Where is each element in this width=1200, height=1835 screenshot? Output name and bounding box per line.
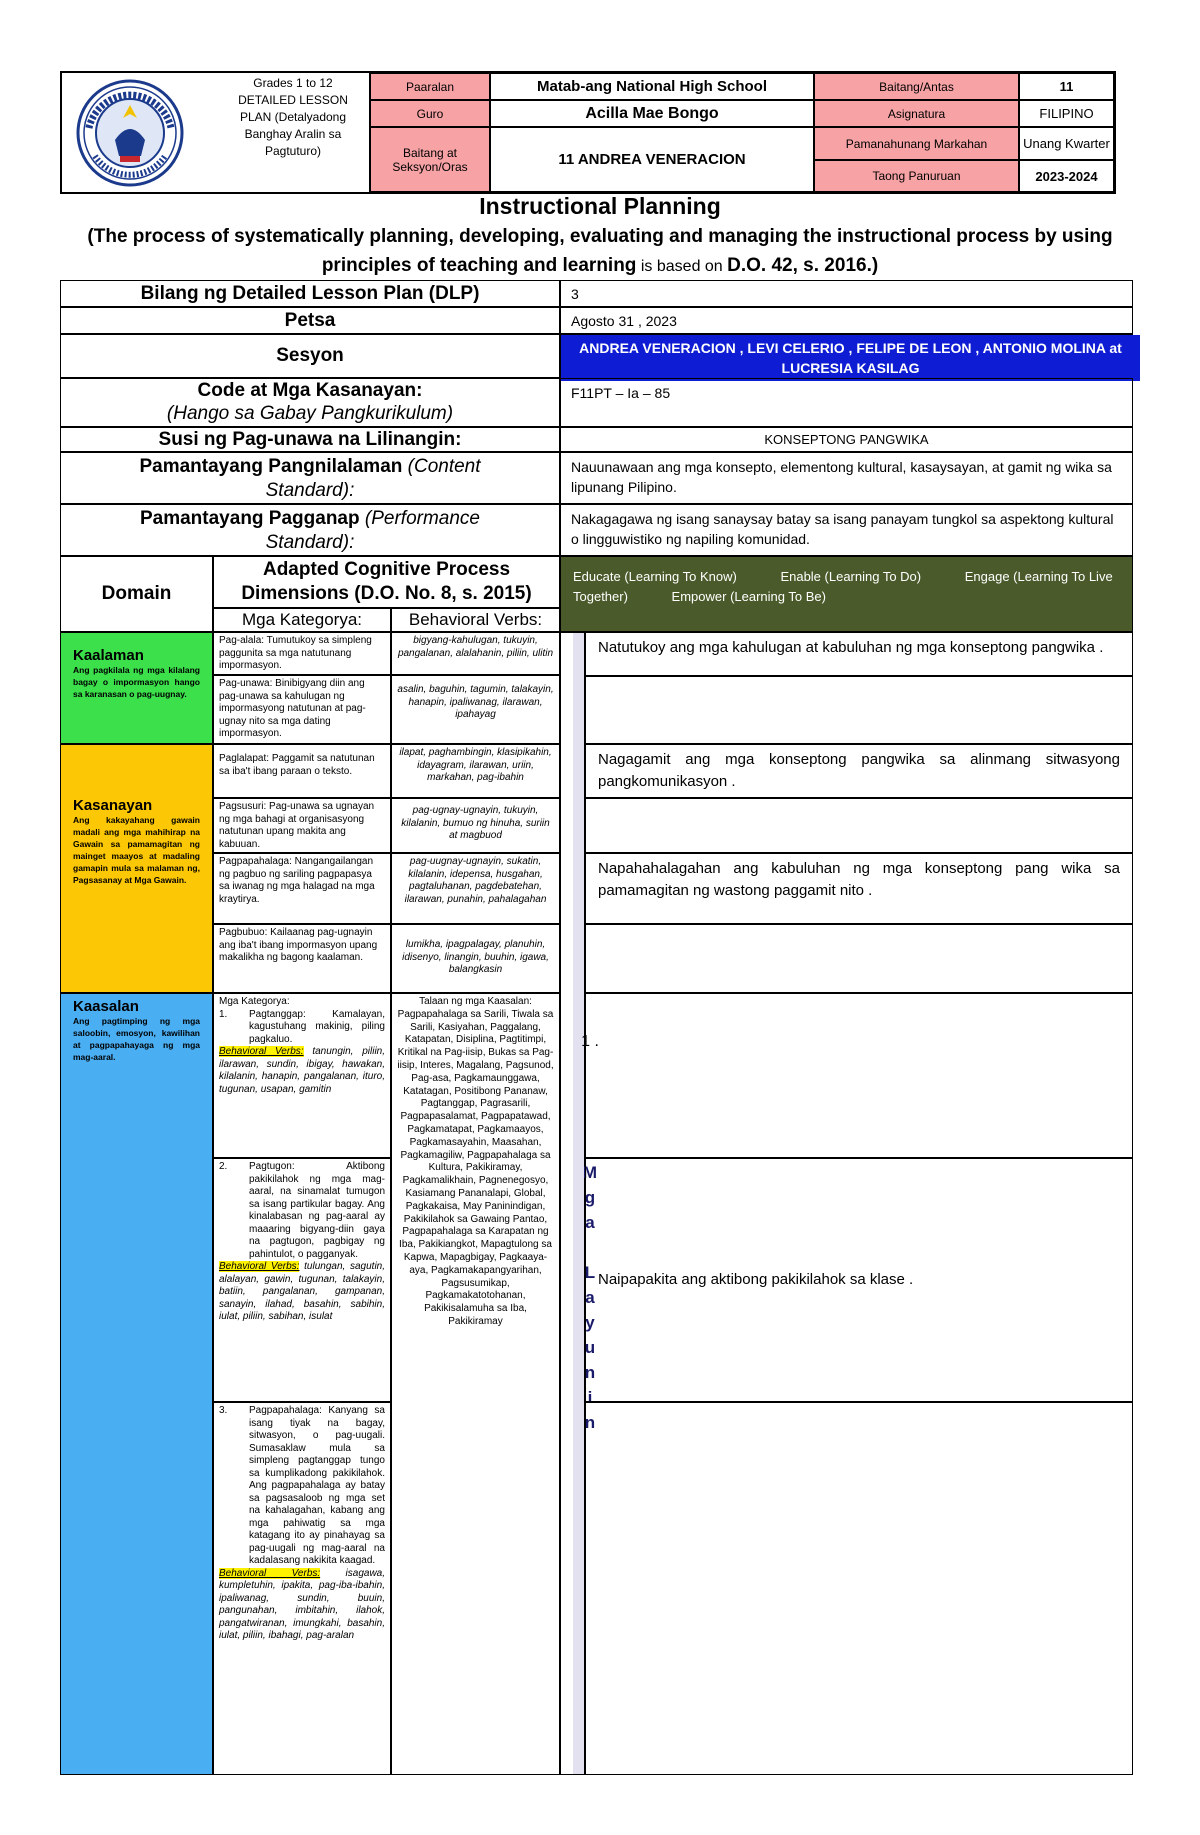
deped-seal-icon bbox=[75, 78, 185, 188]
code-sublabel: (Hango sa Gabay Pangkurikulum) bbox=[166, 403, 454, 424]
subtitle-end: D.O. 42, s. 2016.) bbox=[727, 255, 879, 276]
objective-kaasalan-1 bbox=[585, 993, 1133, 1158]
kaasalan-cat-3 bbox=[219, 1405, 385, 1568]
kaasalan-cat-1 bbox=[219, 1009, 385, 1047]
guro-value: Acilla Mae Bongo bbox=[490, 100, 814, 127]
taon-label: Taong Panuruan bbox=[814, 160, 1019, 192]
kaalaman-verbs-1: bigyang-kahulugan, tukuyin, pangalanan, alalahanin, piliin, ulitin bbox=[391, 632, 560, 675]
kasanayan-cat-2: Pagsusuri: Pag-unawa sa ugnayan ng mga bahagi at organisasyong natutunan upang makita ang kabuuan. bbox=[213, 798, 391, 853]
kasanayan-cat-4: Pagbubuo: Kailaanag pag-ugnayin ang iba't ibang impormasyon upang makalikha ng bagong kaalaman. bbox=[213, 924, 391, 993]
kaasalan-cat-3-cell bbox=[213, 1402, 391, 1775]
cat-2-verbs-label: Behavioral Verbs: bbox=[219, 1261, 300, 1272]
content-label: Pamantayang Pangnilalaman bbox=[139, 456, 403, 477]
objective-kasanayan-3: Napahahalagahan ang kabuluhan ng mga konseptong pang wika sa pamamagitan ng wastong paggamit nito . bbox=[585, 853, 1133, 924]
cat-1-verbs-text: tanungin, piliin, ilarawan, sundin, ibigay, hawakan, kilalanin, hanapin, pangalanan, ituro, tugunan, usapan, gamitin bbox=[219, 1046, 386, 1095]
baitang-oras-value: 11 ANDREA VENERACION bbox=[490, 127, 814, 192]
objective-kaasalan-3 bbox=[585, 1402, 1133, 1775]
layunin-letter: M bbox=[582, 1163, 598, 1182]
cat-3-verbs bbox=[219, 1568, 385, 1643]
cat-2-verbs bbox=[219, 1261, 385, 1324]
verbs-header: Behavioral Verbs: bbox=[391, 608, 560, 632]
sesyon-value: ANDREA VENERACION , LEVI CELERIO , FELIPE DE LEON , ANTONIO MOLINA at LUCRESIA KASILAG bbox=[561, 335, 1140, 381]
code-label-cell bbox=[60, 378, 560, 427]
cat-1-title: Pagtanggap: Kamalayan, kagustuhang makinig, piling pagkaluo. bbox=[249, 1008, 385, 1045]
sesyon-label: Sesyon bbox=[60, 334, 560, 378]
cat-3-verbs-text: isagawa, kumpletuhin, ipakita, pag-iba-ibahin, ipaliwanag, sundin, buuin, pangunahan, imbitahin, ilahok, pangatwiranan, imungkahi, basahin, iulat, piliin, ibahagi, pag-aralan bbox=[219, 1567, 385, 1641]
kaasalan-cat-head: Mga Kategorya: bbox=[219, 996, 290, 1007]
domain-header: Domain bbox=[60, 556, 213, 632]
layunin-letter: n bbox=[584, 1413, 596, 1432]
layunin-letter: a bbox=[585, 1288, 595, 1307]
layunin-number: 1 . bbox=[581, 1033, 599, 1050]
kaasalan-cat-1-cell bbox=[213, 993, 391, 1158]
guro-label: Guro bbox=[370, 100, 490, 127]
perf-label-cell bbox=[60, 504, 560, 556]
kasanayan-verbs-4: lumikha, ipagpalagay, planuhin, idisenyo, linangin, buuhin, igawa, balangkasin bbox=[391, 924, 560, 993]
kaasalan-cat-2-cell bbox=[213, 1158, 391, 1402]
petsa-label: Petsa bbox=[60, 307, 560, 334]
dlp-number-value: 3 bbox=[560, 280, 1133, 307]
kasanayan-verbs-1: ilapat, paghambingin, klasipikahin, idayagram, ilarawan, uriin, markahan, pag-ibahin bbox=[391, 744, 560, 798]
subtitle-bold: (The process of systematically planning, developing, evaluating and managing the instructional process by using principles of teaching and learning bbox=[87, 226, 1113, 276]
kaalaman-domain bbox=[60, 632, 213, 744]
susi-value: KONSEPTONG PANGWIKA bbox=[560, 427, 1133, 452]
markahan-value: Unang Kwarter bbox=[1019, 127, 1114, 160]
kasanayan-cat-3: Pagpapahalaga: Nangangailangan ng pagbuo ng sariling pagpapasya sa iwanag ng mga halagad na mga kraytirya. bbox=[213, 853, 391, 924]
baitang-antas-value: 11 bbox=[1019, 73, 1114, 100]
layunin-letter: L bbox=[584, 1263, 596, 1282]
asignatura-label: Asignatura bbox=[814, 100, 1019, 127]
subtitle-normal: is based on bbox=[636, 258, 728, 275]
objective-kasanayan-4 bbox=[585, 924, 1133, 993]
objective-kaalaman-1: Natutukoy ang mga kahulugan at kabuluhan ng mga konseptong pangwika . bbox=[585, 632, 1133, 676]
objective-kasanayan-1: Nagagamit ang mga konseptong pangwika sa alinmang sitwasyong pangkomunikasyon . bbox=[585, 744, 1133, 798]
learning-pillars-header bbox=[560, 556, 1133, 632]
objective-kaasalan-2-cell bbox=[585, 1158, 1133, 1402]
layunin-letter: a bbox=[585, 1213, 595, 1232]
code-label: Code at Mga Kasanayan: bbox=[197, 380, 423, 401]
content-value: Nauunawaan ang mga konsepto, elementong kultural, kasaysayan, at gamit ng wika sa lipunang Pilipino. bbox=[560, 452, 1133, 504]
perf-value: Nakagagawa ng isang sanaysay batay sa isang panayam tungkol sa aspektong kultural o lingguwistiko ng napiling komunidad. bbox=[560, 504, 1133, 556]
kasanayan-desc: Ang kakayahang gawain madali ang mga mahihirap na Gawain sa pamamagitan ng mainget maayos at madaling gamapin mula sa malaman ng, Pagsasanay at Mga Gawain. bbox=[73, 815, 200, 885]
cat-2-title: Pagtugon: Aktibong pakikilahok ng mga mag-aaral, na sinamalat tumugon sa isang partikular bagay. Ang kinalabasan ng pag-aaral ay maaaring bigyang-diin gaya na pagtugon, pagbigay ng pahintulot, o pagganyak. bbox=[249, 1161, 385, 1260]
kaalaman-cat-2: Pag-unawa: Binibigyang diin ang pag-unawa sa kahulugan ng impormasyong natutunan at pag-ugnay nito sa mga dating impormasyon. bbox=[213, 675, 391, 744]
layunin-letter: y bbox=[585, 1313, 595, 1332]
layunin-letter: g bbox=[584, 1188, 596, 1207]
kaalaman-verbs-2: asalin, baguhin, tagumin, talakayin, hanapin, ipaliwanag, ilarawan, ipahayag bbox=[391, 675, 560, 744]
adapted-header: Adapted Cognitive Process Dimensions (D.O. No. 8, s. 2015) bbox=[213, 556, 560, 608]
layunin-letter: n bbox=[584, 1363, 596, 1382]
kategorya-header: Mga Kategorya: bbox=[213, 608, 391, 632]
header-table bbox=[60, 71, 1116, 194]
asignatura-value: FILIPINO bbox=[1019, 100, 1114, 127]
susi-label: Susi ng Pag-unawa na Lilinangin: bbox=[60, 427, 560, 452]
kaasalan-domain bbox=[60, 993, 213, 1775]
engage-label: Engage (Learning To Live Together) bbox=[573, 569, 1113, 604]
code-value: F11PT – Ia – 85 bbox=[560, 378, 1133, 427]
cat-1-num: 1. bbox=[219, 1008, 228, 1020]
kasanayan-verbs-2: pag-ugnay-ugnayin, tukuyin, kilalanin, bumuo ng hinuha, suriin at magbuod bbox=[391, 798, 560, 853]
objective-kaalaman-2 bbox=[585, 676, 1133, 744]
kasanayan-cat-1: Paglalapat: Paggamit sa natutunan sa iba't ibang paraan o teksto. bbox=[213, 744, 391, 798]
taon-value: 2023-2024 bbox=[1019, 160, 1114, 192]
page-subtitle bbox=[70, 222, 1130, 281]
perf-label: Pamantayang Pagganap bbox=[139, 508, 360, 529]
content-label-cell bbox=[60, 452, 560, 504]
deped-seal bbox=[62, 73, 197, 192]
educate-label: Educate (Learning To Know) bbox=[573, 569, 737, 584]
enable-label: Enable (Learning To Do) bbox=[780, 569, 922, 584]
kaasalan-desc: Ang pagtimping ng mga saloobin, emosyon, kawilihan at pagpapahayaga ng mga mag-aaral. bbox=[73, 1016, 200, 1062]
paaralan-label: Paaralan bbox=[370, 73, 490, 100]
cat-2-verbs-text: tulungan, sagutin, alalayan, gawin, tugunan, talakayin, batiin, pangalanan, gampanan, sanayin, ilahad, basahin, sabihin, iulat, piliin, sabihan, isulat bbox=[219, 1261, 386, 1322]
kaasalan-cat-2 bbox=[219, 1161, 385, 1261]
sesyon-cell bbox=[560, 334, 1133, 378]
cat-1-verbs bbox=[219, 1046, 385, 1096]
objective-kaasalan-2: Naipapakita ang aktibong pakikilahok sa klase . bbox=[598, 1271, 914, 1288]
kaalaman-cat-1: Pag-alala: Tumutukoy sa simpleng paggunita sa mga natutunang impormasyon. bbox=[213, 632, 391, 675]
baitang-oras-label: Baitang at Seksyon/Oras bbox=[370, 127, 490, 192]
layunin-letter: u bbox=[584, 1338, 596, 1357]
kaasalan-values-cell bbox=[391, 993, 560, 1775]
markahan-label: Pamanahunang Markahan bbox=[814, 127, 1019, 160]
cat-3-num: 3. bbox=[219, 1405, 228, 1416]
dlp-number-label: Bilang ng Detailed Lesson Plan (DLP) bbox=[60, 280, 560, 307]
cat-3-verbs-label: Behavioral Verbs: bbox=[219, 1567, 321, 1579]
page-title: Instructional Planning bbox=[479, 193, 721, 219]
perf-sublabel: (Performance Standard): bbox=[265, 508, 480, 553]
cat-3-title: Pagpapahalaga: Kanyang sa isang tiyak na bagay, sitwasyon, o pag-uugali. Sumasaklaw mula sa simpleng pagtanggap tungo sa kumplikadong pakikilahok. Ang pagpapahalaga ay batay sa pagsasaloob ng mga set na kahalagahan, kabang ang mga pahiwatig sa mga katagang ito ay pinahayag sa pag-uugali ng mag-aaral na kadalasang nakikita kaagad. bbox=[249, 1405, 385, 1566]
paaralan-value: Matab-ang National High School bbox=[490, 73, 814, 100]
values-head: Talaan ng mga Kaasalan: bbox=[419, 996, 532, 1007]
kasanayan-domain bbox=[60, 744, 213, 993]
kasanayan-verbs-3: pag-uugnay-ugnayin, sukatin, kilalanin, idepensa, husgahan, pagtaluhanan, pagdebatehan, ilarawan, punahin, pahalagahan bbox=[391, 853, 560, 924]
kaasalan-title: Kaasalan bbox=[73, 998, 139, 1015]
kaalaman-desc: Ang pagkilala ng mga kilalang bagay o impormasyon hango sa karanasan o pag-uugnay. bbox=[73, 665, 200, 699]
petsa-value: Agosto 31 , 2023 bbox=[560, 307, 1133, 334]
layunin-letter: i bbox=[587, 1388, 593, 1407]
baitang-antas-label: Baitang/Antas bbox=[814, 73, 1019, 100]
objective-kasanayan-2 bbox=[585, 798, 1133, 853]
kasanayan-title: Kasanayan bbox=[73, 797, 153, 814]
kaalaman-title: Kaalaman bbox=[73, 647, 144, 664]
content-sublabel: (Content Standard): bbox=[265, 456, 481, 501]
dlp-title-cell: Grades 1 to 12 DETAILED LESSON PLAN (Detalyadong Banghay Aralin sa Pagtuturo) bbox=[197, 73, 370, 192]
empower-label: Empower (Learning To Be) bbox=[671, 589, 826, 604]
cat-1-verbs-label: Behavioral Verbs: bbox=[219, 1046, 304, 1057]
values-list: Pagpapahalaga sa Sarili, Tiwala sa Sarili, Kasiyahan, Paggalang, Katapatan, Disiplina, Pagtitimpi, Kritikal na Pag-iisip, Bukas sa Pag-iisip, Interes, Magalang, Pagsunod, Pag-asa, Pagkamaunggawa, Katatagan, Positibong Pananaw, Pagtanggap, Pagrasarili, Pagpapasalamat, Pagpapatawad, Pagkamatapat, Pagkamaayos, Pagkamasayahin, Maasahan, Pagkamagiliw, Pagpapahalaga sa Kultura, Pakikiramay, Pagkamalikhain, Pagnenegosyo, Kasiamang Pananalapi, Global, Pagkakaisa, May Paninindigan, Pakikilahok sa Gawaing Pantao, Pagpapahalaga sa Karapatan ng Iba, Pakikiangkot, Mapagtulong sa Kapwa, Mapagbigay, Pagkaaya-aya, Pagkamakapangyarihan, Pagsusumikap, Pagkamakatotohanan, Pakikisalamuha sa Iba, Pakikiramay bbox=[397, 1008, 554, 1327]
cat-2-num: 2. bbox=[219, 1161, 228, 1172]
